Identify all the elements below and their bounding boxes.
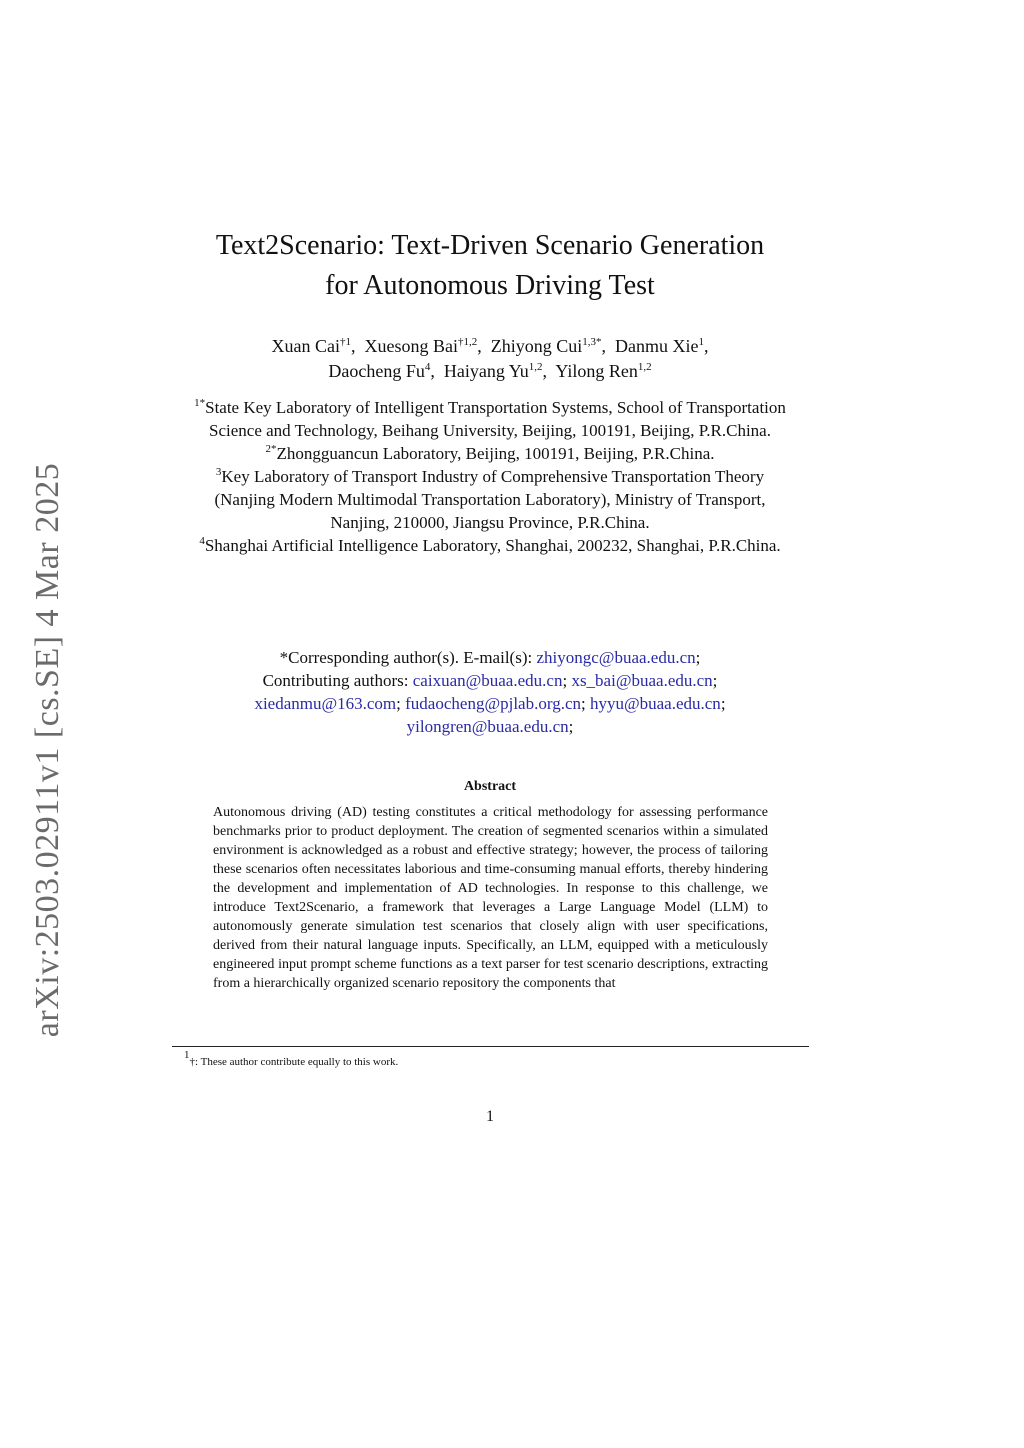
email-link[interactable]: yilongren@buaa.edu.cn (406, 717, 569, 736)
email-link[interactable]: hyyu@buaa.edu.cn (589, 694, 721, 713)
affiliation: $^3$Key Laboratory of Transport Industry of Comprehensive Transportation Theory (Nanjing Modern Multimodal Transportation Laboratory), Ministry of Transport, Nanjing, 210000, Jiangsu Province, P.R.China. (214, 466, 766, 532)
affiliation: $^4$Shanghai Artificial Intelligence Laboratory, Shanghai, 200232, Shanghai, P.R.China. (199, 535, 781, 555)
paper-title (190, 226, 790, 306)
footnote (184, 1049, 804, 1069)
affiliation: $^{1*}$State Key Laboratory of Intelligent Transportation Systems, School of Transportation Science and Technology, Beihang University, Beijing, 100191, Beijing, P.R.China. (194, 397, 786, 440)
author-line-1: Xuan Cai$^{\dagger 1}$, Xuesong Bai$^{\dagger 1,2}$, Zhiyong Cui$^{1,3*}$, Danmu Xie$^1$, (271, 336, 709, 356)
email-link[interactable]: fudaocheng@pjlab.org.cn (405, 694, 581, 713)
author: Xuan Cai$^{\dagger 1}$ (271, 336, 351, 356)
affiliation-list (190, 396, 790, 557)
author: Haiyang Yu$^{1,2}$ (443, 361, 543, 381)
abstract-heading: Abstract (463, 779, 517, 794)
author: Danmu Xie$^1$ (615, 336, 704, 356)
page-number: 1 (486, 1108, 494, 1125)
corresponding-line: *Corresponding author(s). E-mail(s): zhiyongc@buaa.edu.cn; (279, 648, 701, 667)
email-link[interactable]: caixuan@buaa.edu.cn (412, 671, 563, 690)
affiliation: $^{2*}$Zhongguancun Laboratory, Beijing, 100191, Beijing, P.R.China. (265, 443, 715, 463)
corresponding-label: *Corresponding author(s). E-mail(s): (279, 648, 533, 667)
contributing-line: yilongren@buaa.edu.cn; (406, 717, 574, 736)
title-line-2: for Autonomous Driving Test (325, 270, 655, 301)
abstract-text: Autonomous driving (AD) testing constitutes a critical methodology for assessing performance benchmarks prior to product deployment. The creation of segmented scenarios within a simulated environment is acknowledged as a robust and effective strategy; however, the process of tailoring these scenarios often necessitates laborious and time-consuming manual efforts, thereby hindering the development and implementation of AD technologies. In response to this challenge, we introduce Text2Scenario, a framework that leverages a Large Language Model (LLM) to autonomously generate simulation test scenarios that closely align with user specifications, derived from their natural language inputs. Specifically, an LLM, equipped with a meticulously engineered input prompt scheme functions as a text parser for test scenario descriptions, extracting from a hierarchically organized scenario repository the components that (213, 805, 768, 991)
arxiv-stamp-text: arXiv:2503.02911v1 [cs.SE] 4 Mar 2025 (29, 462, 66, 1038)
email-link[interactable]: xiedanmu@163.com (254, 694, 397, 713)
author-line-2: Daocheng Fu$^4$, Haiyang Yu$^{1,2}$, Yilong Ren$^{1,2}$ (328, 361, 652, 381)
footnote-rule (172, 1046, 809, 1047)
author: Yilong Ren$^{1,2}$ (555, 361, 652, 381)
contact-block (190, 646, 790, 738)
author-list (190, 334, 790, 384)
contributing-line: xiedanmu@163.com; fudaocheng@pjlab.org.cn; hyyu@buaa.edu.cn; (254, 694, 726, 713)
footnote-text: †: These author contribute equally to this work. (189, 1056, 399, 1068)
email-link[interactable]: zhiyongc@buaa.edu.cn (536, 648, 696, 667)
author: Xuesong Bai$^{\dagger 1,2}$ (364, 336, 478, 356)
title-line-1: Text2Scenario: Text-Driven Scenario Generation (215, 230, 765, 261)
footnote-mark: 1 (184, 1049, 190, 1061)
author: Zhiyong Cui$^{1,3*}$ (490, 336, 602, 356)
contributing-label: Contributing authors: (262, 671, 409, 690)
author: Daocheng Fu$^4$ (328, 361, 431, 381)
contributing-line: Contributing authors: caixuan@buaa.edu.cn; xs_bai@buaa.edu.cn; (262, 671, 718, 690)
email-link[interactable]: xs_bai@buaa.edu.cn (571, 671, 713, 690)
